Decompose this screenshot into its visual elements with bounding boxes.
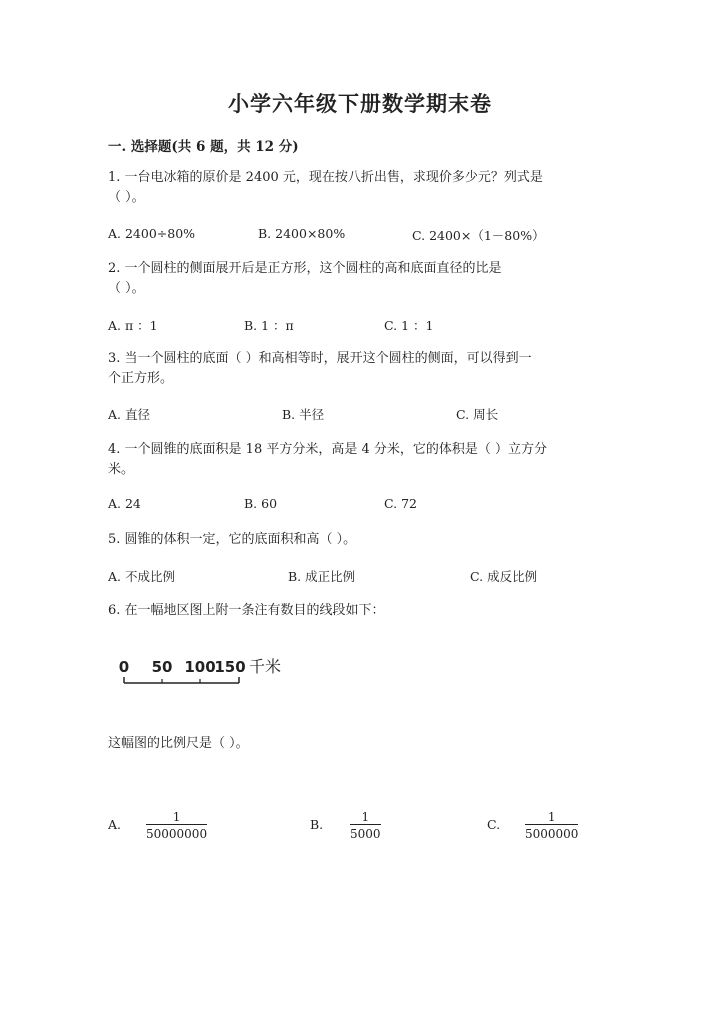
scale-label-100: 100 xyxy=(184,658,216,676)
question-6-text: 6. 在一幅地区图上附一条注有数目的线段如下： xyxy=(108,603,385,618)
option-b-label: B. xyxy=(310,817,324,832)
option-c-numerator: 1 xyxy=(547,810,556,824)
question-6-prompt: 这幅图的比例尺是（ ）。 xyxy=(108,736,249,751)
question-5-option-a[interactable]: A. 不成比例 xyxy=(108,569,175,584)
question-1-option-c[interactable]: C. 2400×（1－80%） xyxy=(412,228,545,243)
option-c-fraction xyxy=(525,810,578,841)
question-5 xyxy=(108,530,618,550)
scale-label-150: 150 xyxy=(214,658,246,676)
question-4-option-a[interactable]: A. 24 xyxy=(108,496,141,511)
question-1 xyxy=(108,168,618,208)
question-5-option-c[interactable]: C. 成反比例 xyxy=(470,569,538,584)
section-heading: 一. 选择题(共 6 题，共 12 分) xyxy=(108,139,299,155)
scale-label-50: 50 xyxy=(151,658,173,676)
question-4-text-cont: 米。 xyxy=(108,462,135,477)
question-5-text: 5. 圆锥的体积一定，它的底面积和高（ ）。 xyxy=(108,532,357,547)
question-6-option-c[interactable] xyxy=(487,810,597,850)
option-c-denominator: 5000000 xyxy=(525,824,578,841)
question-1-option-b[interactable]: B. 2400×80% xyxy=(258,226,346,241)
question-6 xyxy=(108,601,618,621)
scale-bar xyxy=(112,650,312,690)
scale-label-0: 0 xyxy=(118,658,130,676)
question-1-text-cont: （ ）。 xyxy=(108,190,145,205)
question-5-option-b[interactable]: B. 成正比例 xyxy=(288,569,356,584)
scale-unit: 千米 xyxy=(249,657,282,676)
option-a-fraction xyxy=(146,810,207,841)
question-3-option-b[interactable]: B. 半径 xyxy=(282,407,325,422)
question-6-option-b[interactable] xyxy=(310,810,410,850)
question-3-option-c[interactable]: C. 周长 xyxy=(456,407,499,422)
option-b-numerator: 1 xyxy=(361,810,370,824)
question-2-text: 2. 一个圆柱的侧面展开后是正方形，这个圆柱的高和底面直径的比是 xyxy=(108,261,502,276)
option-a-numerator: 1 xyxy=(172,810,181,824)
option-a-denominator: 50000000 xyxy=(146,824,207,841)
page-title: 小学六年级下册数学期末卷 xyxy=(228,91,492,116)
question-6-option-a[interactable] xyxy=(108,810,228,850)
question-4 xyxy=(108,440,618,480)
option-b-denominator: 5000 xyxy=(350,824,381,841)
question-3-text-cont: 个正方形。 xyxy=(108,371,174,386)
question-4-option-c[interactable]: C. 72 xyxy=(384,496,417,511)
question-4-text: 4. 一个圆锥的底面积是 18 平方分米，高是 4 分米，它的体积是（ ）立方分 xyxy=(108,442,548,457)
question-2 xyxy=(108,259,618,299)
question-3 xyxy=(108,349,618,389)
question-3-text: 3. 当一个圆柱的底面（ ）和高相等时，展开这个圆柱的侧面，可以得到一 xyxy=(108,351,532,366)
question-2-option-c[interactable]: C. 1 ：1 xyxy=(384,318,434,333)
question-1-text: 1. 一台电冰箱的原价是 2400 元，现在按八折出售，求现价多少元？列式是 xyxy=(108,170,543,185)
option-b-fraction xyxy=(350,810,381,841)
question-3-option-a[interactable]: A. 直径 xyxy=(108,407,150,422)
question-4-option-b[interactable]: B. 60 xyxy=(244,496,278,511)
option-c-label: C. xyxy=(487,817,501,832)
question-2-option-a[interactable]: A. π ：1 xyxy=(108,318,158,333)
option-a-label: A. xyxy=(108,817,122,832)
question-2-text-cont: （ ）。 xyxy=(108,281,145,296)
question-1-option-a[interactable]: A. 2400÷80% xyxy=(108,226,196,241)
question-2-option-b[interactable]: B. 1 ：π xyxy=(244,318,294,333)
